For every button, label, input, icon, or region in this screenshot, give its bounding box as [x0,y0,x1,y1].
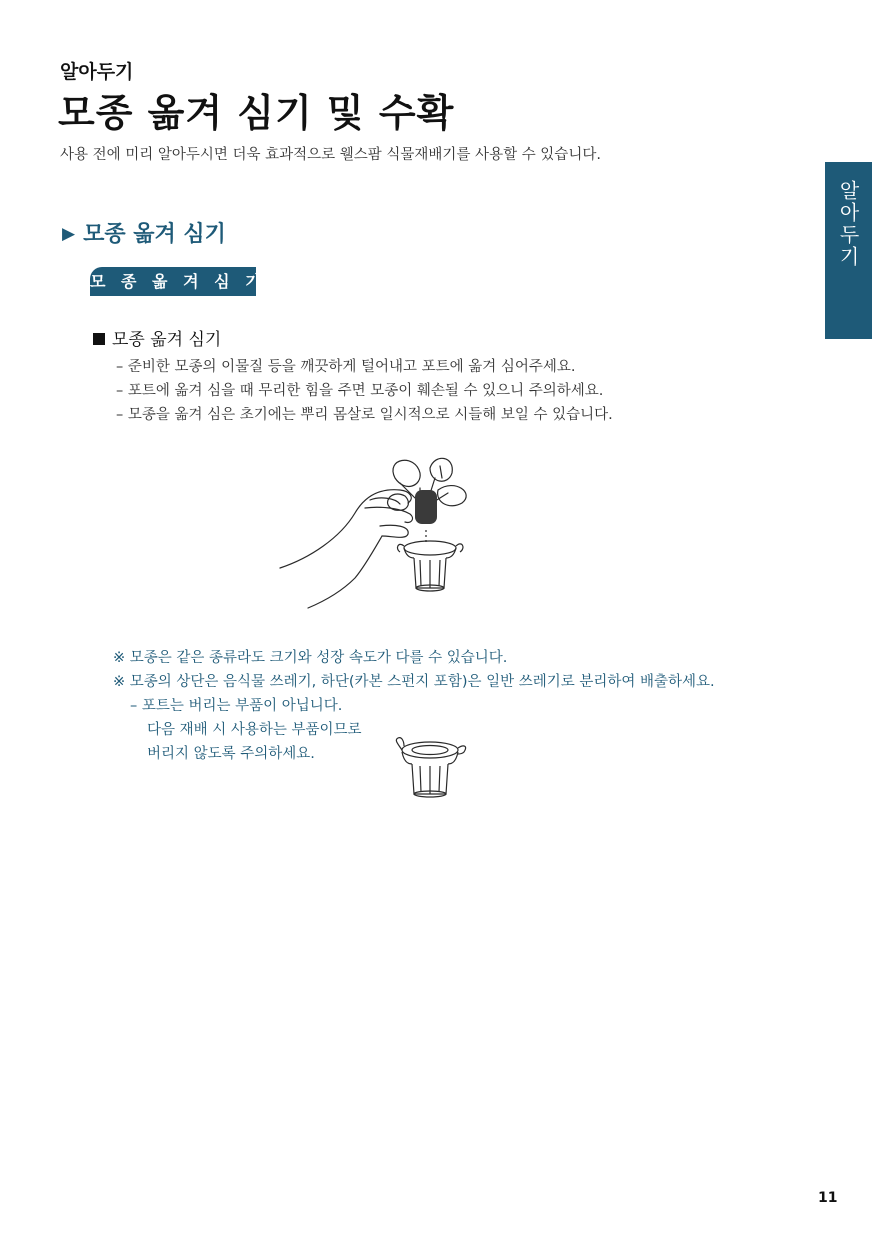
section-pill: 모 종 옮 겨 심 기 [90,267,256,296]
note-item: ※ 모종의 상단은 음식물 쓰레기, 하단(카본 스펀지 포함)은 일반 쓰레기로 분리하여 배출하세요. [113,674,715,690]
section-heading [62,217,226,248]
note-sub-item: 버리지 않도록 주의하세요. [147,746,315,762]
sub-heading-text: 모종 옮겨 심기 [112,330,222,350]
side-tab-label: 알아두기 [836,180,860,268]
page-number: 11 [818,1190,838,1206]
note-sub-item: – 포트는 버리는 부품이 아닙니다. [130,698,343,714]
pot-illustration [390,730,470,802]
note-item: ※ 모종은 같은 종류라도 크기와 성장 속도가 다를 수 있습니다. [113,650,508,666]
section-heading-text: 모종 옮겨 심기 [83,222,226,247]
note-sub-item: 다음 재배 시 사용하는 부품이므로 [147,722,362,738]
hand-seedling-illustration [270,448,480,613]
page-title: 모종 옮겨 심기 및 수확 [58,91,455,135]
sub-heading [93,325,221,350]
list-item: – 포트에 옮겨 심을 때 무리한 힘을 주면 모종이 훼손될 수 있으니 주의하세요. [116,383,604,399]
play-triangle-icon: ▶ [62,224,76,244]
square-bullet-icon [93,333,105,345]
section-eyebrow: 알아두기 [60,61,134,83]
intro-text: 사용 전에 미리 알아두시면 더욱 효과적으로 웰스팜 식물재배기를 사용할 수 있습니다. [60,147,601,163]
list-item: – 모종을 옮겨 심은 초기에는 뿌리 몸살로 일시적으로 시들해 보일 수 있습니다. [116,407,613,423]
instruction-list [116,355,613,427]
side-tab[interactable] [825,162,872,339]
list-item: – 준비한 모종의 이물질 등을 깨끗하게 털어내고 포트에 옮겨 심어주세요. [116,359,576,375]
